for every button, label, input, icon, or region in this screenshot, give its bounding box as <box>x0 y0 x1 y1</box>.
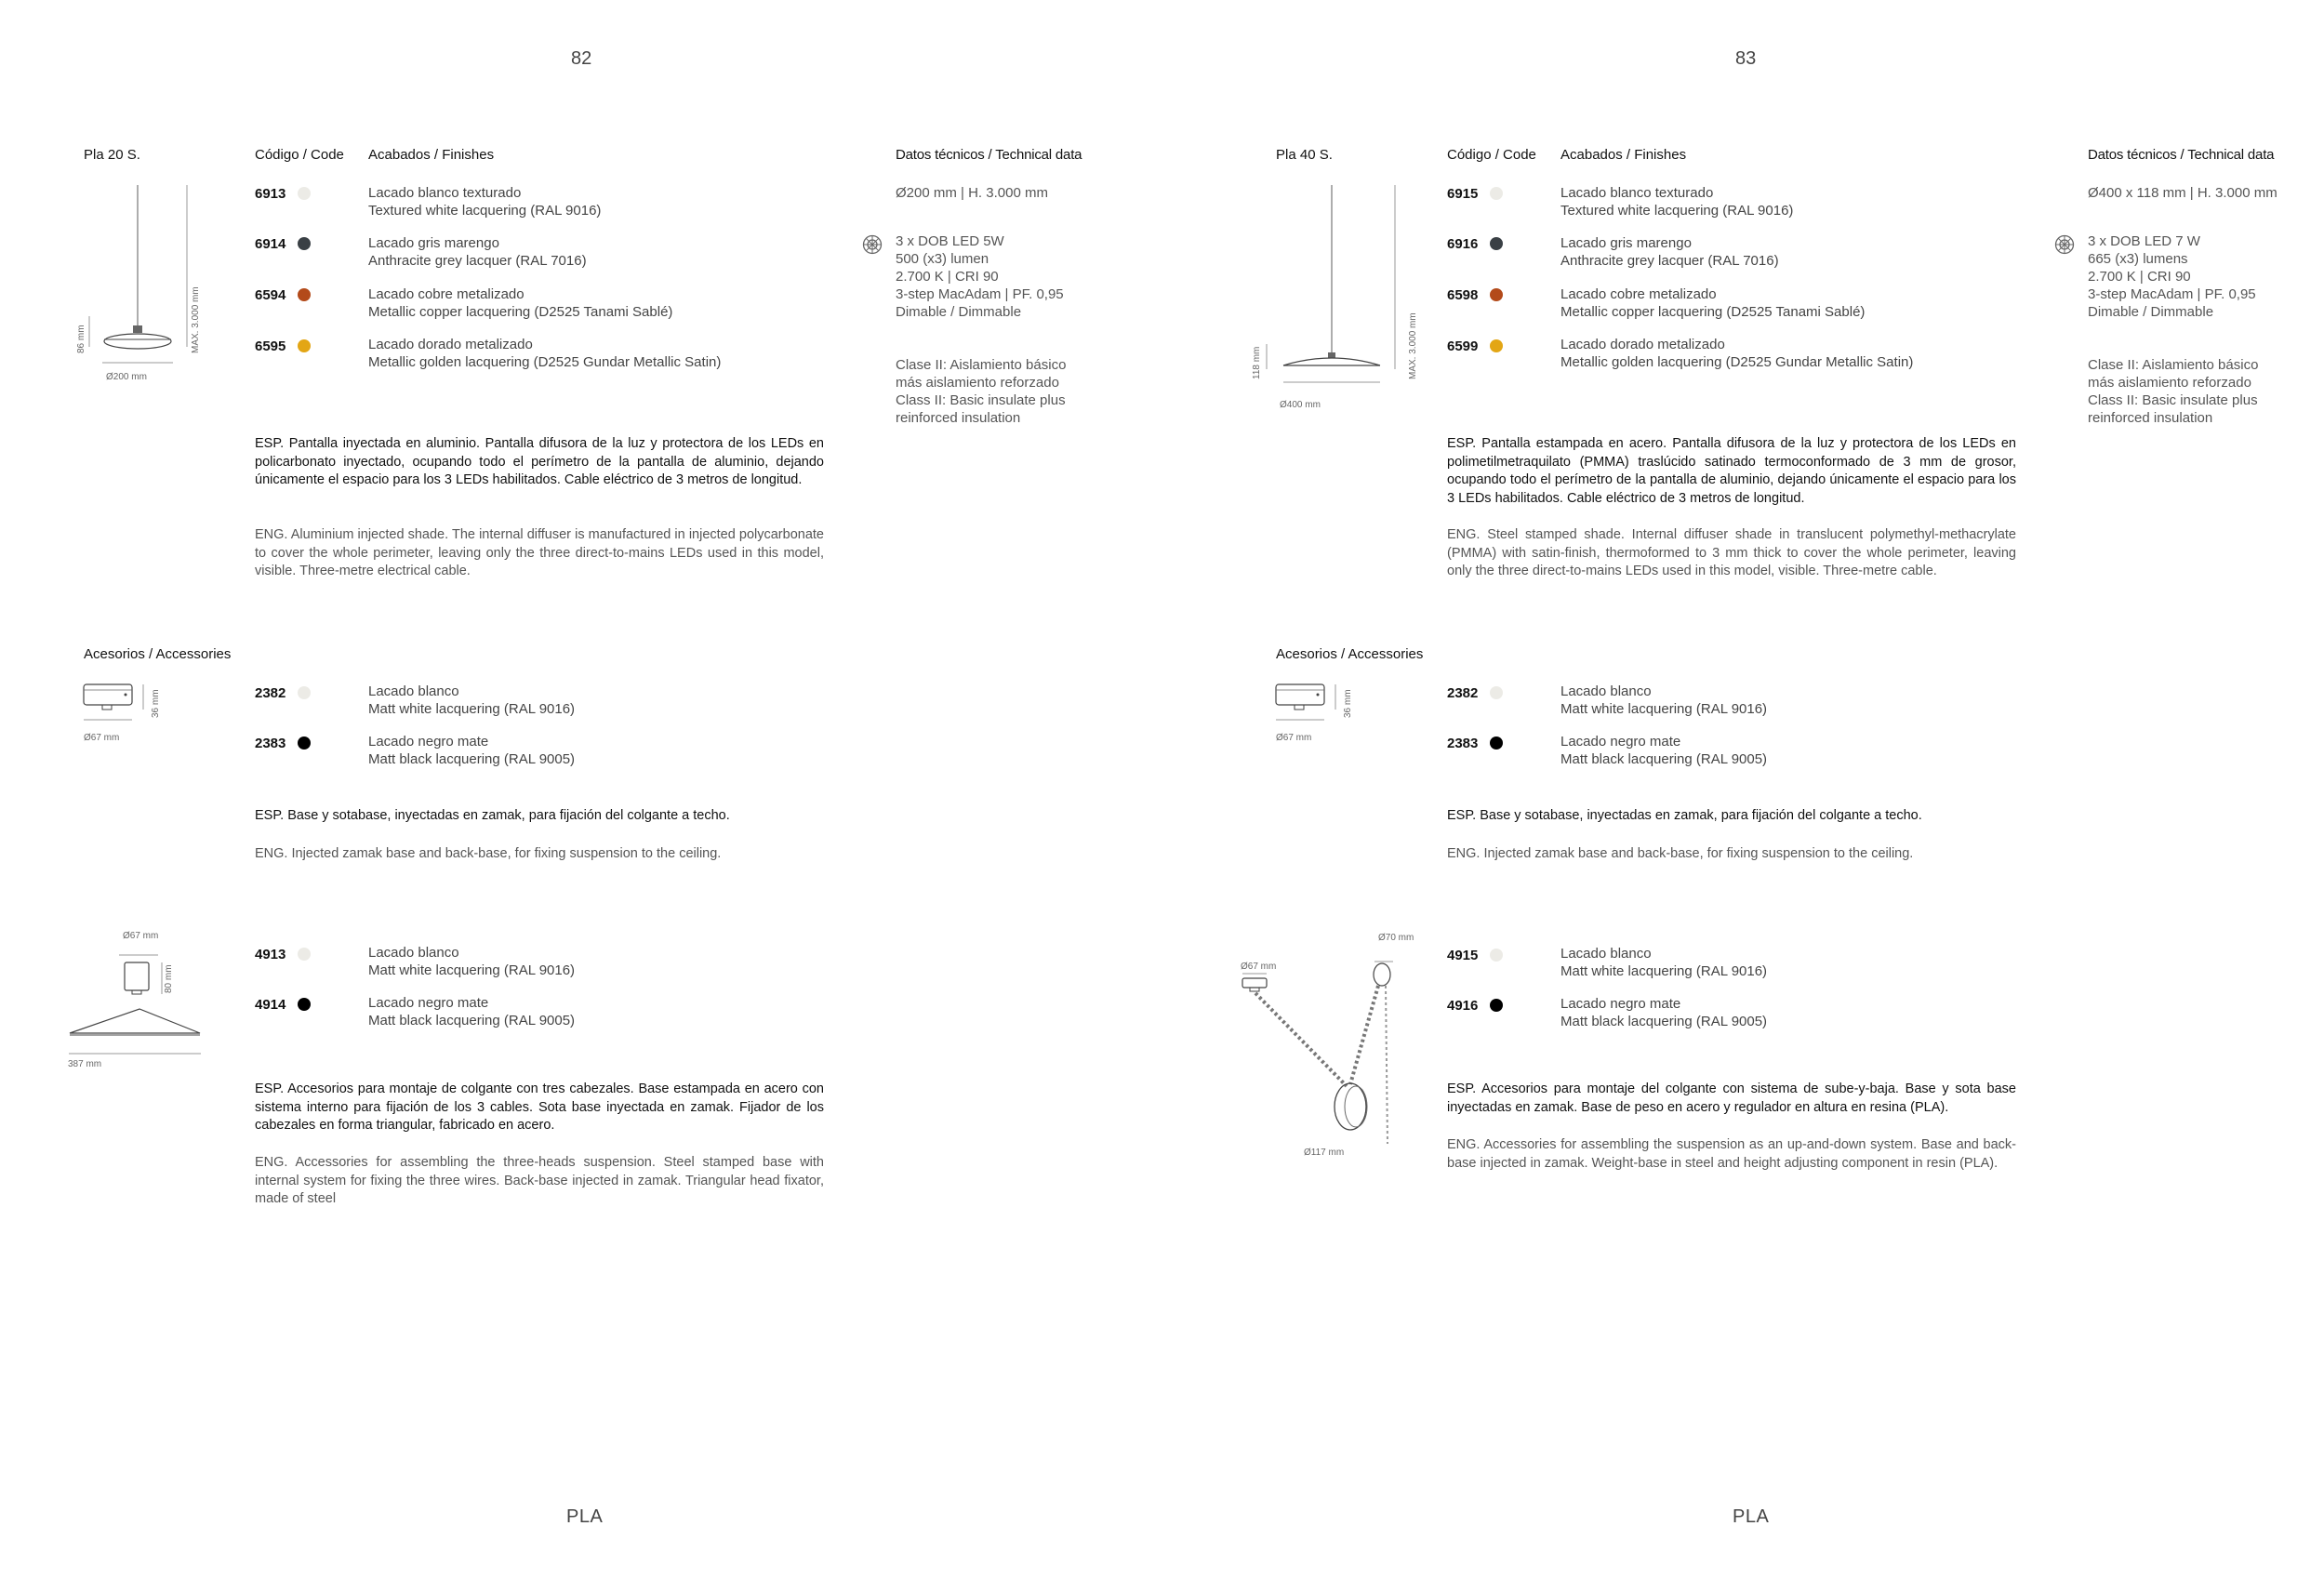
tech-size: Ø200 mm | H. 3.000 mm <box>896 185 1048 201</box>
page-footer: PLA <box>566 1506 604 1527</box>
up-down-drawing <box>1237 939 1423 1158</box>
finish-desc: Lacado dorado metalizado Metallic golden lacquering (D2525 Gundar Metallic Satin) <box>368 337 722 370</box>
three-head-drawing <box>65 944 214 1060</box>
accessory-code: 2382 <box>1447 685 1479 701</box>
code-header: Código / Code <box>1447 147 1536 163</box>
accessory-eng: ENG. Accessories for assembling the three-heads suspension. Steel stamped base with internal system for fixing the three wires. Back-base injected in zamak. Triangular head fixator, made of steel <box>255 1155 824 1206</box>
finish-desc: Lacado cobre metalizado Metallic copper lacquering (D2525 Tanami Sablé) <box>1560 286 1866 320</box>
diameter-dim: Ø400 mm <box>1280 400 1321 410</box>
finish-code: 6595 <box>255 338 286 354</box>
accessory-code: 2383 <box>1447 736 1479 751</box>
accessory-desc: Lacado blanco Matt white lacquering (RAL 9016) <box>1560 683 1768 717</box>
height-dim: 118 mm <box>1252 346 1262 379</box>
page-footer: PLA <box>1733 1506 1770 1527</box>
black-swatch <box>298 998 311 1011</box>
base-diameter-dim: Ø67 mm <box>1276 733 1312 743</box>
code-header: Código / Code <box>255 147 344 163</box>
base-height-dim: 36 mm <box>1343 689 1353 718</box>
accessories-title: Acesorios / Accessories <box>1276 646 1424 662</box>
anthracite-swatch <box>1490 237 1503 250</box>
tech-size: Ø400 x 118 mm | H. 3.000 mm <box>2088 185 2278 201</box>
anthracite-swatch <box>298 237 311 250</box>
accessory-esp: ESP. Base y sotabase, inyectadas en zamak, para fijación del colgante a techo. <box>1447 808 1922 823</box>
finishes-header: Acabados / Finishes <box>368 147 495 163</box>
cable-dim: MAX. 3.000 mm <box>191 286 201 353</box>
finish-desc: Lacado blanco texturado Textured white lacquering (RAL 9016) <box>1560 185 1794 219</box>
tech-header: Datos técnicos / Technical data <box>896 147 1082 163</box>
description-esp: ESP. Pantalla inyectada en aluminio. Pantalla difusora de la luz y protectora de los LEDs en policarbonato inyectado, ocupando todo el perímetro de la pantalla de aluminio, dejando únicamente el espacio para los 3 LEDs habilitados. Cable eléctrico de 3 metros de longitud. <box>255 436 824 487</box>
white-swatch <box>1490 187 1503 200</box>
white-swatch <box>1490 686 1503 699</box>
pendant-drawing <box>65 181 223 386</box>
white-swatch <box>298 686 311 699</box>
accessory-desc: Lacado negro mate Matt black lacquering (RAL 9005) <box>368 734 576 767</box>
description-esp: ESP. Pantalla estampada en acero. Pantalla difusora de la luz y protectora de los LEDs en polimetilmetraquilato (PMMA) traslúcido satinado termoconformado de 3 mm de grosor, ocupando todo el perímetro de la pantalla de aluminio, dejando únicamente el espacio para los 3 LEDs habilitados. Cable eléctrico de 3 metros de longitud. <box>1447 436 2016 506</box>
tech-header: Datos técnicos / Technical data <box>2088 147 2275 163</box>
tech-class: Clase II: Aislamiento básico más aislamiento reforzado Class II: Basic insulate plus reinforced insulation <box>2088 357 2259 426</box>
accessory-code: 4916 <box>1447 998 1479 1014</box>
tech-led: 3 x DOB LED 5W 500 (x3) lumen 2.700 K | CRI 90 3-step MacAdam | PF. 0,95 Dimable / Dimmable <box>896 233 1064 320</box>
white-swatch <box>298 948 311 961</box>
accessory-desc: Lacado blanco Matt white lacquering (RAL 9016) <box>368 945 576 978</box>
black-swatch <box>1490 736 1503 750</box>
black-swatch <box>1490 999 1503 1012</box>
finish-desc: Lacado blanco texturado Textured white lacquering (RAL 9016) <box>368 185 602 219</box>
finish-desc: Lacado dorado metalizado Metallic golden lacquering (D2525 Gundar Metallic Satin) <box>1560 337 1914 370</box>
tech-class: Clase II: Aislamiento básico más aislamiento reforzado Class II: Basic insulate plus reinforced insulation <box>896 357 1067 426</box>
accessory-eng: ENG. Injected zamak base and back-base, for fixing suspension to the ceiling. <box>1447 846 1914 861</box>
base-diameter-dim: Ø67 mm <box>1241 962 1277 972</box>
accessory-desc: Lacado blanco Matt white lacquering (RAL 9016) <box>368 683 576 717</box>
copper-swatch <box>298 288 311 301</box>
ceiling-base-drawing <box>82 679 175 735</box>
golden-swatch <box>298 339 311 352</box>
weight-diameter-dim: Ø117 mm <box>1304 1148 1345 1158</box>
finish-desc: Lacado cobre metalizado Metallic copper lacquering (D2525 Tanami Sablé) <box>368 286 673 320</box>
accessory-code: 4914 <box>255 997 286 1013</box>
diameter-dim: Ø200 mm <box>106 372 147 382</box>
white-swatch <box>298 187 311 200</box>
finish-code: 6916 <box>1447 236 1479 252</box>
accessory-desc: Lacado negro mate Matt black lacquering (RAL 9005) <box>1560 996 1768 1029</box>
finish-code: 6913 <box>255 186 286 202</box>
pendant-drawing <box>1255 181 1414 405</box>
black-swatch <box>298 736 311 750</box>
accessory-esp: ESP. Base y sotabase, inyectadas en zamak, para fijación del colgante a techo. <box>255 808 730 823</box>
accessory-esp: ESP. Accesorios para montaje de colgante con tres cabezales. Base estampada en acero con sistema interno para fijación de los 3 cables. Sota base inyectada en zamak. Fijador de los cabezales en forma triangular, fabricado en acero. <box>255 1081 824 1133</box>
cable-dim: MAX. 3.000 mm <box>1408 312 1418 379</box>
page-number: 83 <box>1735 48 1757 69</box>
accessory-code: 2382 <box>255 685 286 701</box>
finish-desc: Lacado gris marengo Anthracite grey lacquer (RAL 7016) <box>368 235 587 269</box>
base-diameter-dim: Ø67 mm <box>84 733 120 743</box>
accessory-code: 4915 <box>1447 948 1479 963</box>
accessory-desc: Lacado negro mate Matt black lacquering (RAL 9005) <box>368 995 576 1028</box>
head-diameter-dim: Ø67 mm <box>123 931 159 941</box>
finish-desc: Lacado gris marengo Anthracite grey lacquer (RAL 7016) <box>1560 235 1779 269</box>
accessory-code: 4913 <box>255 947 286 962</box>
finish-code: 6598 <box>1447 287 1479 303</box>
accessory-esp: ESP. Accesorios para montaje del colgante con sistema de sube-y-baja. Base y sota base inyectadas en zamak. Base de peso en acero y regulador en altura en resina (PLA). <box>1447 1081 2016 1115</box>
description-eng: ENG. Steel stamped shade. Internal diffuser shade in translucent polymethyl-methacrylate (PMMA) with satin-finish, thermoformed to 3 mm thick to cover the whole perimeter, leaving only the three direct-to-mains LEDs used in this model, visible. Three-metre cable. <box>1447 527 2016 578</box>
top-diameter-dim: Ø70 mm <box>1378 933 1414 943</box>
width-dim: 387 mm <box>68 1059 102 1069</box>
finish-code: 6594 <box>255 287 286 303</box>
head-height-dim: 80 mm <box>164 964 174 993</box>
accessory-eng: ENG. Injected zamak base and back-base, for fixing suspension to the ceiling. <box>255 846 722 861</box>
height-dim: 86 mm <box>76 325 86 353</box>
led-icon <box>862 234 883 255</box>
accessories-title: Acesorios / Accessories <box>84 646 232 662</box>
copper-swatch <box>1490 288 1503 301</box>
led-icon <box>2054 234 2075 255</box>
model-name: Pla 20 S. <box>84 147 140 163</box>
accessory-desc: Lacado negro mate Matt black lacquering (RAL 9005) <box>1560 734 1768 767</box>
ceiling-base-drawing <box>1274 679 1367 735</box>
white-swatch <box>1490 949 1503 962</box>
accessory-desc: Lacado blanco Matt white lacquering (RAL 9016) <box>1560 946 1768 979</box>
base-height-dim: 36 mm <box>151 689 161 718</box>
description-eng: ENG. Aluminium injected shade. The internal diffuser is manufactured in injected polycarbonate to cover the whole perimeter, leaving only the three direct-to-mains LEDs used in this model, visible. Three-metre electrical cable. <box>255 527 824 578</box>
finish-code: 6915 <box>1447 186 1479 202</box>
tech-led: 3 x DOB LED 7 W 665 (x3) lumens 2.700 K | CRI 90 3-step MacAdam | PF. 0,95 Dimable / Dimmable <box>2088 233 2256 320</box>
accessory-code: 2383 <box>255 736 286 751</box>
page-right <box>1162 0 2324 1579</box>
accessory-eng: ENG. Accessories for assembling the suspension as an up-and-down system. Base and back-base injected in zamak. Weight-base in steel and height adjusting component in resin (PLA). <box>1447 1137 2016 1171</box>
finishes-header: Acabados / Finishes <box>1560 147 1687 163</box>
finish-code: 6599 <box>1447 338 1479 354</box>
finish-code: 6914 <box>255 236 286 252</box>
golden-swatch <box>1490 339 1503 352</box>
model-name: Pla 40 S. <box>1276 147 1333 163</box>
page-number: 82 <box>571 48 592 69</box>
